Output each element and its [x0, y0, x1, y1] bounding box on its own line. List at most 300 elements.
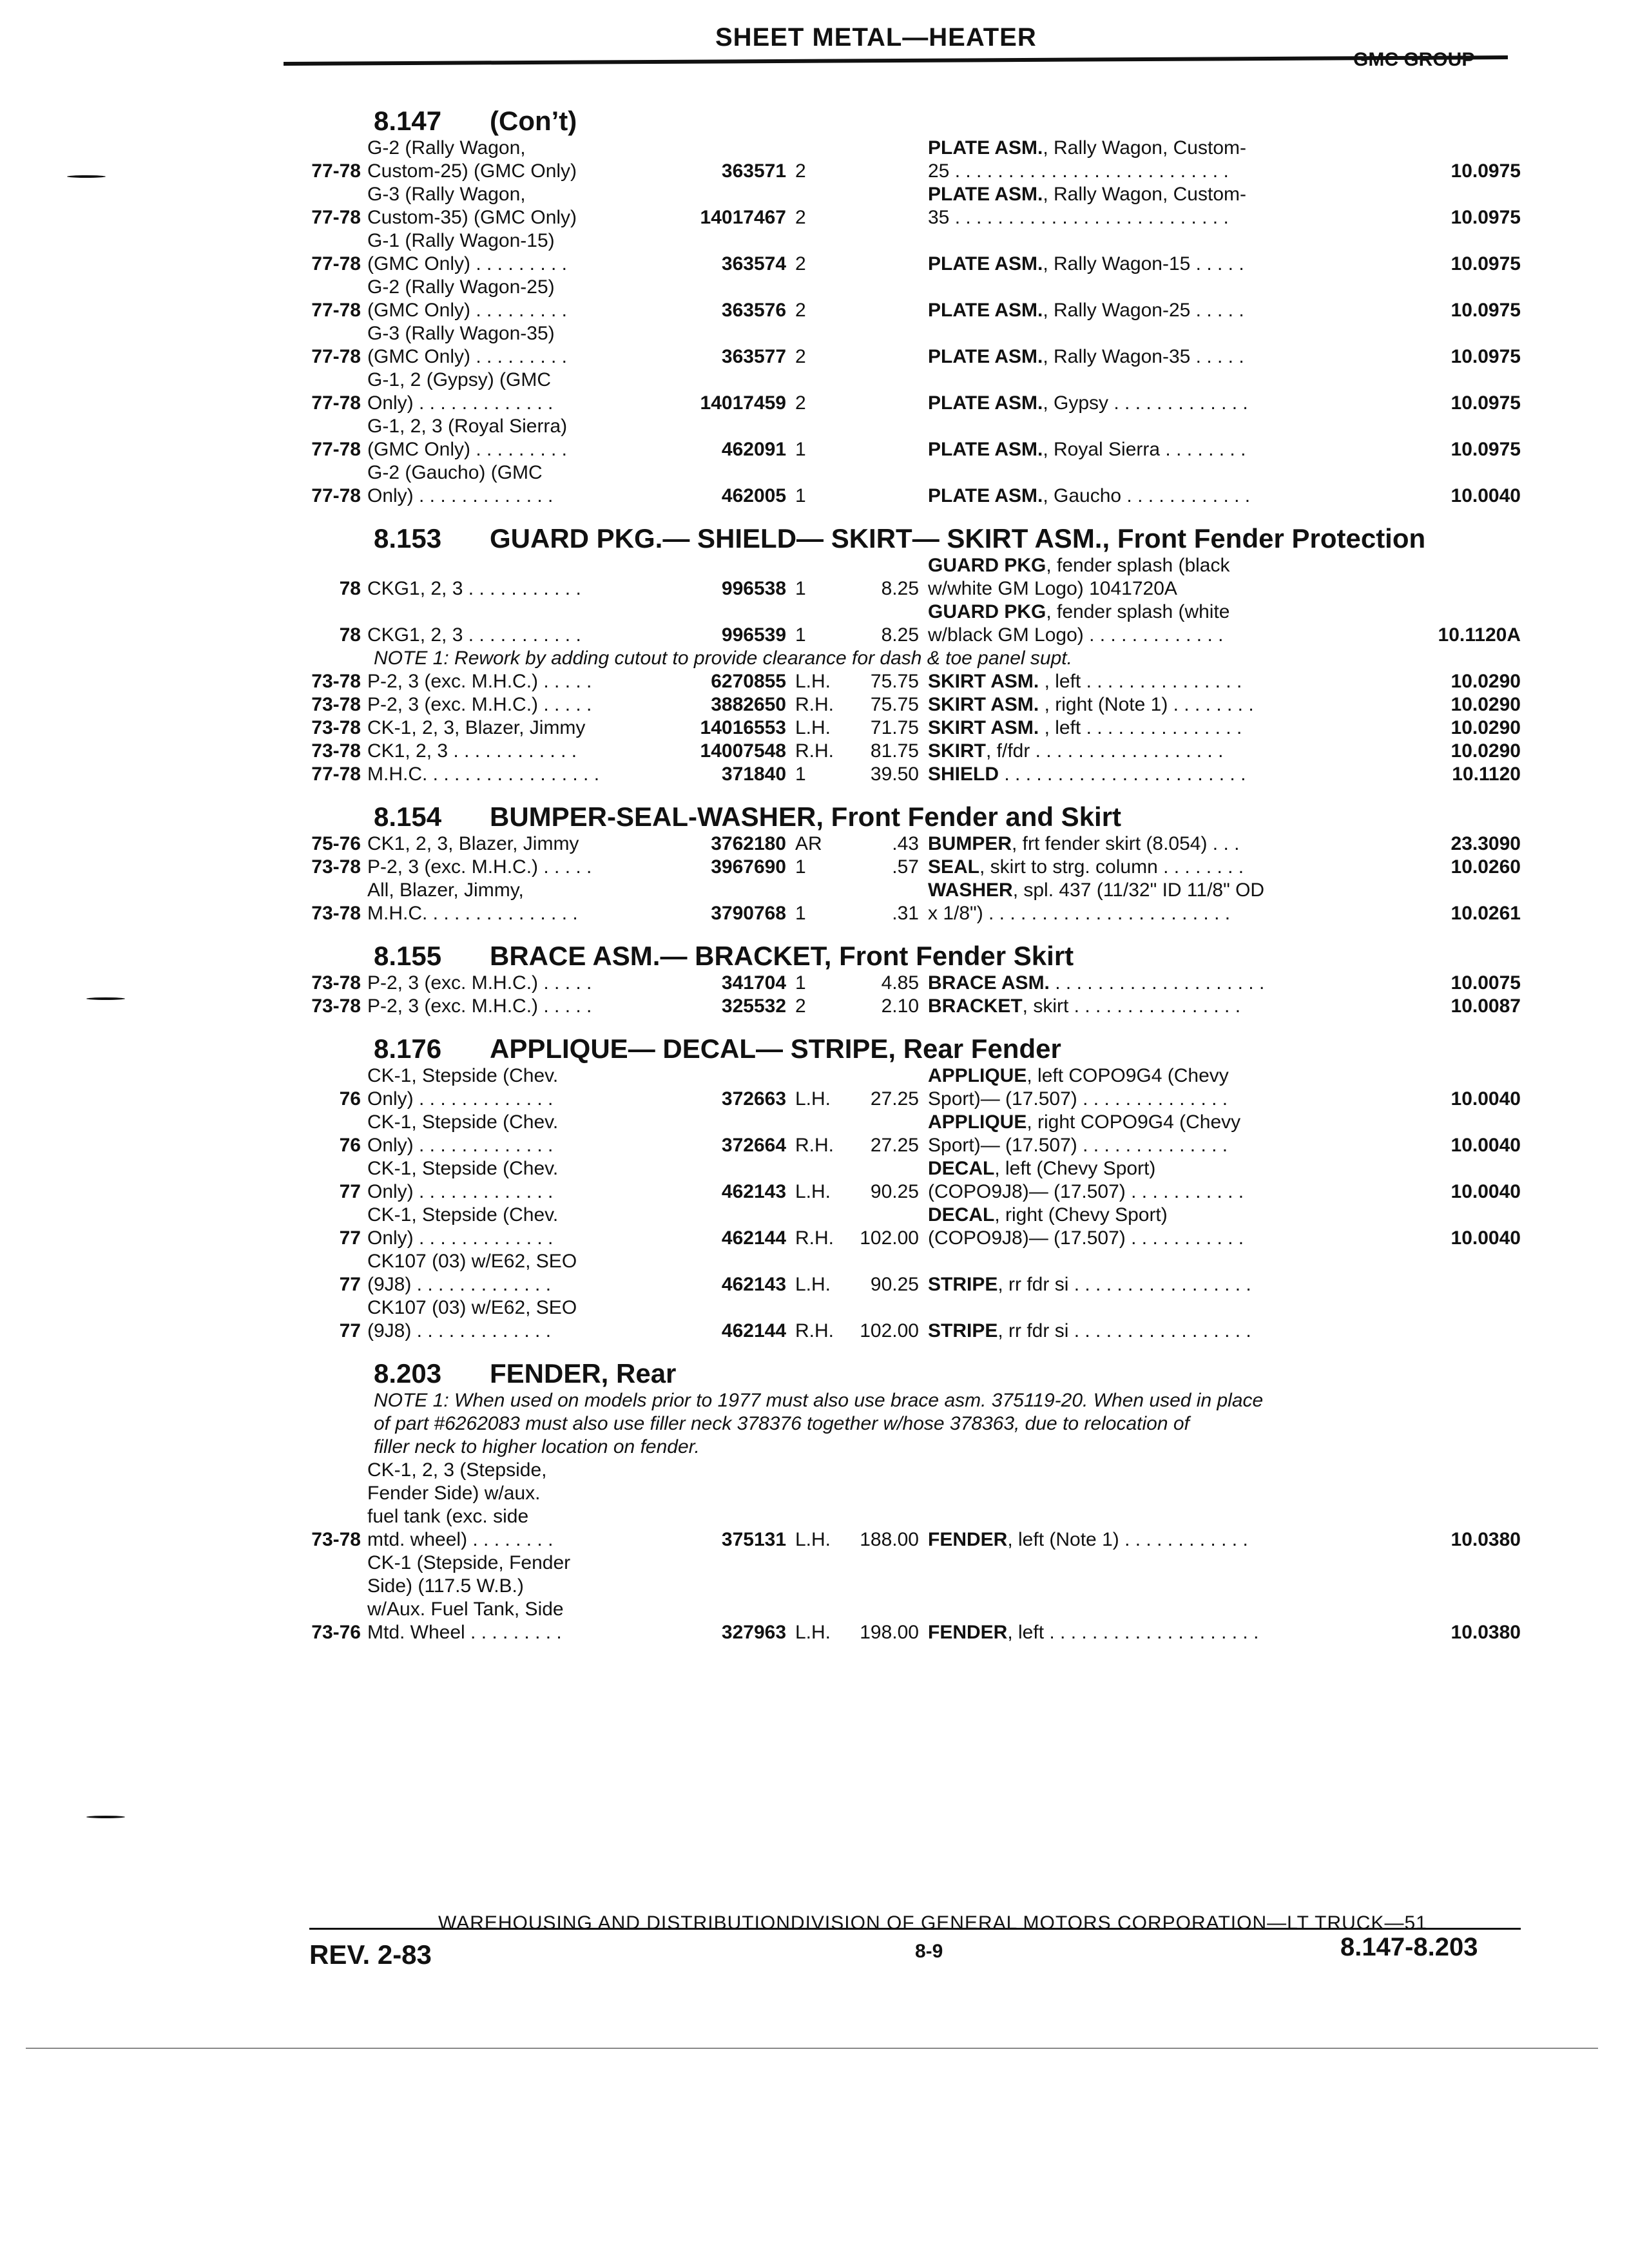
catalog-body — [284, 90, 1521, 1644]
part-detail: , Rally Wagon-25 . . . . . — [1043, 300, 1244, 321]
part-row — [284, 693, 1521, 716]
quantity: 2 — [795, 207, 806, 228]
model-description: M.H.C. . . . . . . . . . . . . . . . . — [367, 764, 600, 785]
part-detail: . . . . . . . . . . . . . . . . . . . . . . . — [999, 764, 1246, 785]
section-heading — [374, 793, 1521, 832]
model-year: 75-76 — [311, 833, 361, 854]
part-row — [284, 276, 1521, 322]
part-number: 3882650 — [711, 694, 786, 715]
model-year: 77 — [339, 1320, 361, 1341]
header-rule — [284, 55, 1508, 66]
price: 90.25 — [870, 1274, 919, 1295]
group-number: 10.0290 — [1451, 717, 1521, 738]
section-title: (Con’t) — [490, 106, 577, 136]
price: .57 — [892, 856, 919, 878]
model-year: 73-78 — [311, 995, 361, 1017]
quantity: L.H. — [795, 1181, 831, 1202]
model-year: 73-78 — [311, 694, 361, 715]
part-description — [928, 345, 1347, 369]
group-number: 10.0380 — [1451, 1529, 1521, 1550]
page-title: SHEET METAL—HEATER — [715, 23, 1037, 52]
quantity: 2 — [795, 300, 806, 321]
part-detail: , rr fdr si . . . . . . . . . . . . . . . . . — [998, 1320, 1251, 1341]
part-number: 462143 — [721, 1181, 786, 1202]
part-description — [928, 1273, 1347, 1296]
part-row — [284, 995, 1521, 1018]
section-number: 8.155 — [374, 941, 442, 971]
part-name: BUMPER — [928, 833, 1012, 854]
part-detail: , spl. 437 (11/32" ID 11/8" OD x 1/8") . . . . . . . . . . . . . . . . . . . . . . . — [928, 879, 1265, 924]
quantity: 1 — [795, 578, 806, 599]
price: 90.25 — [870, 1181, 919, 1202]
quantity: 1 — [795, 485, 806, 506]
quantity: 1 — [795, 624, 806, 646]
group-number: 10.0975 — [1451, 253, 1521, 274]
part-description — [928, 183, 1347, 229]
part-description — [928, 554, 1347, 601]
price: 27.25 — [870, 1088, 919, 1110]
model-description: CK107 (03) w/E62, SEO (9J8) . . . . . . . . . . . . . — [367, 1251, 577, 1295]
model-year: 77 — [339, 1274, 361, 1295]
part-row — [284, 832, 1521, 856]
part-name: FENDER — [928, 1622, 1008, 1643]
part-detail: , left . . . . . . . . . . . . . . . . . . . . — [1007, 1622, 1259, 1643]
part-detail: , right COPO9G4 (Chevy Sport)— (17.507) . . . . . . . . . . . . . . — [928, 1111, 1241, 1156]
part-name: PLATE ASM. — [928, 253, 1043, 274]
part-description — [928, 856, 1347, 879]
model-year: 77-78 — [311, 160, 361, 182]
part-number: 325532 — [721, 995, 786, 1017]
model-description: CK-1, Stepside (Chev. Only) . . . . . . . . . . . . . — [367, 1065, 559, 1110]
model-year: 73-78 — [311, 972, 361, 994]
part-description — [928, 601, 1347, 647]
part-name: APPLIQUE — [928, 1065, 1027, 1086]
price: 75.75 — [870, 694, 919, 715]
model-year: 77-78 — [311, 346, 361, 367]
part-name: SKIRT ASM. — [928, 671, 1039, 692]
quantity: 2 — [795, 253, 806, 274]
part-row — [284, 554, 1521, 601]
price: 2.10 — [881, 995, 919, 1017]
part-detail: , left . . . . . . . . . . . . . . . — [1039, 671, 1242, 692]
footer-text: WAREHOUSING AND DISTRIBUTIONDIVISION OF GENERAL MOTORS CORPORATION—LT TRUCK—51 — [438, 1912, 1427, 1934]
quantity: 1 — [795, 764, 806, 785]
part-number: 462144 — [721, 1227, 786, 1249]
part-description — [928, 1111, 1347, 1157]
price: 75.75 — [870, 671, 919, 692]
model-description: CK-1 (Stepside, Fender Side) (117.5 W.B.) w/Aux. Fuel Tank, Side Mtd. Wheel . . . . . . . . . — [367, 1552, 571, 1643]
section-8-176 — [284, 1024, 1521, 1343]
part-row — [284, 1459, 1521, 1552]
quantity: L.H. — [795, 717, 831, 738]
section-heading — [374, 932, 1521, 972]
model-year: 78 — [339, 578, 361, 599]
group-number: 10.0975 — [1451, 207, 1521, 228]
quantity: R.H. — [795, 1320, 834, 1341]
model-description: G-2 (Rally Wagon, Custom-25) (GMC Only) — [367, 137, 577, 182]
part-row — [284, 229, 1521, 276]
part-name: SKIRT — [928, 740, 986, 762]
part-name: GUARD PKG — [928, 555, 1046, 576]
binder-mark — [86, 1816, 125, 1818]
model-description: CKG1, 2, 3 . . . . . . . . . . . — [367, 578, 581, 599]
part-name: STRIPE — [928, 1320, 998, 1341]
part-name: WASHER — [928, 879, 1013, 901]
part-name: SKIRT ASM. — [928, 717, 1039, 738]
group-label: GMC GROUP — [1353, 49, 1475, 70]
group-number: 10.0975 — [1451, 439, 1521, 460]
part-detail: , Gypsy . . . . . . . . . . . . . — [1043, 392, 1248, 414]
model-description: All, Blazer, Jimmy, M.H.C. . . . . . . . . . . . . . . — [367, 879, 578, 924]
price: 102.00 — [860, 1227, 919, 1249]
quantity: 2 — [795, 995, 806, 1017]
revision-label: REV. 2-83 — [309, 1939, 432, 1970]
price: 8.25 — [881, 578, 919, 599]
part-detail: , skirt . . . . . . . . . . . . . . . . — [1022, 995, 1241, 1017]
part-number: 14017459 — [700, 392, 786, 414]
part-detail: , Rally Wagon, Custom- 25 . . . . . . . . . . . . . . . . . . . . . . . . . . — [928, 137, 1246, 182]
group-number: 10.0290 — [1451, 694, 1521, 715]
group-number: 10.0975 — [1451, 346, 1521, 367]
section-8-147 — [284, 97, 1521, 508]
model-year: 78 — [339, 624, 361, 646]
part-row — [284, 137, 1521, 183]
part-row — [284, 716, 1521, 740]
part-description — [928, 693, 1347, 716]
part-number: 14017467 — [700, 207, 786, 228]
part-row — [284, 740, 1521, 763]
part-name: PLATE ASM. — [928, 300, 1043, 321]
group-number: 10.0290 — [1451, 671, 1521, 692]
part-row — [284, 763, 1521, 786]
model-description: P-2, 3 (exc. M.H.C.) . . . . . — [367, 671, 592, 692]
model-year: 77 — [339, 1181, 361, 1202]
part-detail: , fender splash (black w/white GM Logo) 1041720A — [928, 555, 1230, 599]
section-8-203 — [284, 1349, 1521, 1644]
part-description — [928, 670, 1347, 693]
section-heading — [374, 97, 1521, 137]
part-name: PLATE ASM. — [928, 392, 1043, 414]
part-description — [928, 972, 1347, 995]
price: .31 — [892, 903, 919, 924]
model-year: 77-78 — [311, 207, 361, 228]
price: 71.75 — [870, 717, 919, 738]
part-row — [284, 1250, 1521, 1296]
model-description: CK-1, Stepside (Chev. Only) . . . . . . . . . . . . . — [367, 1204, 559, 1249]
part-number: 3762180 — [711, 833, 786, 854]
model-description: G-2 (Rally Wagon-25) (GMC Only) . . . . . . . . . — [367, 276, 568, 321]
part-detail: , left COPO9G4 (Chevy Sport)— (17.507) . . . . . . . . . . . . . . — [928, 1065, 1229, 1110]
part-name: BRACE ASM. — [928, 972, 1050, 994]
part-number: 996539 — [721, 624, 786, 646]
part-row — [284, 183, 1521, 229]
part-row — [284, 1111, 1521, 1157]
model-description: P-2, 3 (exc. M.H.C.) . . . . . — [367, 972, 592, 994]
price: 198.00 — [860, 1622, 919, 1643]
model-year: 76 — [339, 1135, 361, 1156]
part-detail: , right (Chevy Sport) (COPO9J8)— (17.507) . . . . . . . . . . . — [928, 1204, 1244, 1249]
part-detail: , f/fdr . . . . . . . . . . . . . . . . . . — [986, 740, 1224, 762]
section-number: 8.147 — [374, 106, 442, 136]
model-year: 73-78 — [311, 903, 361, 924]
model-description: P-2, 3 (exc. M.H.C.) . . . . . — [367, 694, 592, 715]
quantity: L.H. — [795, 1274, 831, 1295]
part-detail: , Gaucho . . . . . . . . . . . . — [1043, 485, 1251, 506]
part-description — [928, 879, 1347, 925]
section-title: APPLIQUE— DECAL— STRIPE, Rear Fender — [490, 1033, 1061, 1064]
part-name: GUARD PKG — [928, 601, 1046, 622]
quantity: AR — [795, 833, 822, 854]
part-description — [928, 137, 1347, 183]
quantity: R.H. — [795, 1227, 834, 1249]
quantity: 1 — [795, 439, 806, 460]
model-year: 77 — [339, 1227, 361, 1249]
part-description — [928, 995, 1347, 1018]
bottom-rule — [26, 2048, 1598, 2049]
part-name: DECAL — [928, 1204, 995, 1225]
part-row — [284, 415, 1521, 461]
model-year: 73-78 — [311, 856, 361, 878]
part-row — [284, 1204, 1521, 1250]
part-number: 363577 — [721, 346, 786, 367]
part-description — [928, 253, 1347, 276]
part-description — [928, 832, 1347, 856]
model-year: 77-78 — [311, 253, 361, 274]
model-year: 77-78 — [311, 439, 361, 460]
section-title: BRACE ASM.— BRACKET, Front Fender Skirt — [490, 941, 1074, 971]
model-description: P-2, 3 (exc. M.H.C.) . . . . . — [367, 995, 592, 1017]
part-detail: , Rally Wagon-15 . . . . . — [1043, 253, 1244, 274]
part-row — [284, 601, 1521, 647]
price: 8.25 — [881, 624, 919, 646]
part-row — [284, 1157, 1521, 1204]
model-description: CK107 (03) w/E62, SEO (9J8) . . . . . . . . . . . . . — [367, 1297, 577, 1341]
section-number: 8.176 — [374, 1033, 442, 1064]
part-description — [928, 1064, 1347, 1111]
section-note: NOTE 1: Rework by adding cutout to provide clearance for dash & toe panel supt. — [374, 648, 1072, 669]
part-description — [928, 1204, 1347, 1250]
section-number: 8.153 — [374, 523, 442, 553]
part-row — [284, 856, 1521, 879]
model-description: CK-1, 2, 3, Blazer, Jimmy — [367, 717, 586, 738]
part-number: 363574 — [721, 253, 786, 274]
part-row — [284, 369, 1521, 415]
section-title: BUMPER-SEAL-WASHER, Front Fender and Skirt — [490, 802, 1122, 832]
quantity: R.H. — [795, 1135, 834, 1156]
model-description: G-1, 2, 3 (Royal Sierra) (GMC Only) . . . . . . . . . — [367, 416, 568, 460]
model-description: CK-1, Stepside (Chev. Only) . . . . . . . . . . . . . — [367, 1111, 559, 1156]
part-name: FENDER — [928, 1529, 1008, 1550]
group-number: 23.3090 — [1451, 833, 1521, 854]
section-8-155 — [284, 932, 1521, 1018]
quantity: 1 — [795, 903, 806, 924]
part-row — [284, 1552, 1521, 1644]
part-row — [284, 972, 1521, 995]
quantity: 2 — [795, 160, 806, 182]
part-row — [284, 322, 1521, 369]
model-year: 73-76 — [311, 1622, 361, 1643]
quantity: L.H. — [795, 1622, 831, 1643]
part-detail: , Rally Wagon, Custom- 35 . . . . . . . . . . . . . . . . . . . . . . . . . . — [928, 184, 1246, 228]
model-description: G-2 (Gaucho) (GMC Only) . . . . . . . . . . . . . — [367, 462, 554, 506]
part-row — [284, 1296, 1521, 1343]
part-description — [928, 438, 1347, 461]
section-heading — [374, 514, 1521, 554]
group-number: 10.0040 — [1451, 1135, 1521, 1156]
part-number: 327963 — [721, 1622, 786, 1643]
group-number: 10.0087 — [1451, 995, 1521, 1017]
part-detail: , right (Note 1) . . . . . . . . — [1039, 694, 1254, 715]
part-name: PLATE ASM. — [928, 346, 1043, 367]
part-description — [928, 740, 1347, 763]
group-number: 10.0290 — [1451, 740, 1521, 762]
part-detail: . . . . . . . . . . . . . . . . . . . . — [1049, 972, 1265, 994]
part-number: 3967690 — [711, 856, 786, 878]
part-number: 6270855 — [711, 671, 786, 692]
section-8-154 — [284, 793, 1521, 925]
part-name: PLATE ASM. — [928, 137, 1043, 159]
binder-mark — [67, 175, 106, 178]
part-number: 462005 — [721, 485, 786, 506]
part-row — [284, 670, 1521, 693]
model-description: CK1, 2, 3, Blazer, Jimmy — [367, 833, 579, 854]
part-detail: , skirt to strg. column . . . . . . . . — [979, 856, 1244, 878]
quantity: L.H. — [795, 1529, 831, 1550]
part-detail: , Royal Sierra . . . . . . . . — [1043, 439, 1246, 460]
group-number: 10.0975 — [1451, 300, 1521, 321]
model-description: CK-1, Stepside (Chev. Only) . . . . . . . . . . . . . — [367, 1158, 559, 1202]
section-number: 8.154 — [374, 802, 442, 832]
quantity: L.H. — [795, 671, 831, 692]
part-name: BRACKET — [928, 995, 1023, 1017]
part-detail: , left (Note 1) . . . . . . . . . . . . — [1007, 1529, 1248, 1550]
part-name: SHIELD — [928, 764, 999, 785]
part-description — [928, 485, 1347, 508]
part-detail: , left . . . . . . . . . . . . . . . — [1039, 717, 1242, 738]
part-detail: , fender splash (white w/black GM Logo) . . . . . . . . . . . . . — [928, 601, 1230, 646]
part-row — [284, 461, 1521, 508]
price: 39.50 — [870, 764, 919, 785]
group-number: 10.0075 — [1451, 972, 1521, 994]
model-description: G-1, 2 (Gypsy) (GMC Only) . . . . . . . . . . . . . — [367, 369, 554, 414]
section-heading — [374, 1024, 1521, 1064]
part-description — [928, 299, 1347, 322]
model-description: P-2, 3 (exc. M.H.C.) . . . . . — [367, 856, 592, 878]
section-8-153 — [284, 514, 1521, 786]
part-description — [928, 1528, 1347, 1552]
part-number: 372664 — [721, 1135, 786, 1156]
part-number: 462143 — [721, 1274, 786, 1295]
model-year: 77-78 — [311, 485, 361, 506]
part-number: 996538 — [721, 578, 786, 599]
model-year: 73-78 — [311, 1529, 361, 1550]
model-description: G-1 (Rally Wagon-15) (GMC Only) . . . . . . . . . — [367, 230, 568, 274]
part-name: STRIPE — [928, 1274, 998, 1295]
model-description: G-3 (Rally Wagon, Custom-35) (GMC Only) — [367, 184, 577, 228]
model-year: 76 — [339, 1088, 361, 1110]
section-title: GUARD PKG.— SHIELD— SKIRT— SKIRT ASM., Front Fender Protection — [490, 523, 1426, 553]
model-year: 77-78 — [311, 392, 361, 414]
part-number: 14016553 — [700, 717, 786, 738]
part-number: 375131 — [721, 1529, 786, 1550]
part-name: SKIRT ASM. — [928, 694, 1039, 715]
group-number: 10.0040 — [1451, 485, 1521, 506]
part-description — [928, 763, 1347, 786]
page-number: 8-9 — [915, 1941, 943, 1962]
price: .43 — [892, 833, 919, 854]
quantity: 2 — [795, 346, 806, 367]
part-number: 462091 — [721, 439, 786, 460]
group-number: 10.0040 — [1451, 1227, 1521, 1249]
model-description: CKG1, 2, 3 . . . . . . . . . . . — [367, 624, 581, 646]
part-number: 462144 — [721, 1320, 786, 1341]
part-name: SEAL — [928, 856, 980, 878]
part-detail: , rr fdr si . . . . . . . . . . . . . . . . . — [998, 1274, 1251, 1295]
model-year: 77-78 — [311, 300, 361, 321]
part-description — [928, 1320, 1347, 1343]
part-name: DECAL — [928, 1158, 995, 1179]
quantity: L.H. — [795, 1088, 831, 1110]
part-number: 363571 — [721, 160, 786, 182]
price: 188.00 — [860, 1529, 919, 1550]
section-heading — [374, 1349, 1521, 1389]
model-year: 77-78 — [311, 764, 361, 785]
part-number: 372663 — [721, 1088, 786, 1110]
part-description — [928, 392, 1347, 415]
part-number: 3790768 — [711, 903, 786, 924]
price: 4.85 — [881, 972, 919, 994]
model-year: 73-78 — [311, 740, 361, 762]
model-description: G-3 (Rally Wagon-35) (GMC Only) . . . . . . . . . — [367, 323, 568, 367]
group-number: 10.1120A — [1438, 624, 1521, 646]
quantity: R.H. — [795, 740, 834, 762]
quantity: 2 — [795, 392, 806, 414]
part-name: PLATE ASM. — [928, 485, 1043, 506]
price: 27.25 — [870, 1135, 919, 1156]
part-number: 371840 — [721, 764, 786, 785]
quantity: 1 — [795, 856, 806, 878]
group-number: 10.0261 — [1451, 903, 1521, 924]
part-name: PLATE ASM. — [928, 439, 1043, 460]
group-number: 10.0380 — [1451, 1622, 1521, 1643]
model-description: CK1, 2, 3 . . . . . . . . . . . . — [367, 740, 577, 762]
part-description — [928, 1621, 1347, 1644]
quantity: 1 — [795, 972, 806, 994]
quantity: R.H. — [795, 694, 834, 715]
part-name: APPLIQUE — [928, 1111, 1027, 1133]
part-detail: , left (Chevy Sport) (COPO9J8)— (17.507) . . . . . . . . . . . — [928, 1158, 1244, 1202]
group-number: 10.0975 — [1451, 392, 1521, 414]
group-number: 10.0975 — [1451, 160, 1521, 182]
section-title: FENDER, Rear — [490, 1358, 677, 1389]
part-detail: , frt fender skirt (8.054) . . . — [1012, 833, 1240, 854]
group-number: 10.0260 — [1451, 856, 1521, 878]
group-number: 10.0040 — [1451, 1088, 1521, 1110]
model-year: 73-78 — [311, 717, 361, 738]
model-year: 73-78 — [311, 671, 361, 692]
part-description — [928, 1157, 1347, 1204]
model-description: CK-1, 2, 3 (Stepside, Fender Side) w/aux. fuel tank (exc. side mtd. wheel) . . . . . . . . — [367, 1459, 554, 1550]
section-range: 8.147-8.203 — [1340, 1933, 1478, 1961]
part-number: 14007548 — [700, 740, 786, 762]
section-note: NOTE 1: When used on models prior to 1977 must also use brace asm. 375119-20. When used in place of part #6262083 must also use filler neck 378376 together w/hose 378363, due to relocation of filler neck to higher location on fender. — [374, 1390, 1264, 1457]
part-row — [284, 1064, 1521, 1111]
part-detail: , Rally Wagon-35 . . . . . — [1043, 346, 1244, 367]
price: 102.00 — [860, 1320, 919, 1341]
section-number: 8.203 — [374, 1358, 442, 1389]
group-number: 10.0040 — [1451, 1181, 1521, 1202]
group-number: 10.1120 — [1452, 764, 1521, 785]
